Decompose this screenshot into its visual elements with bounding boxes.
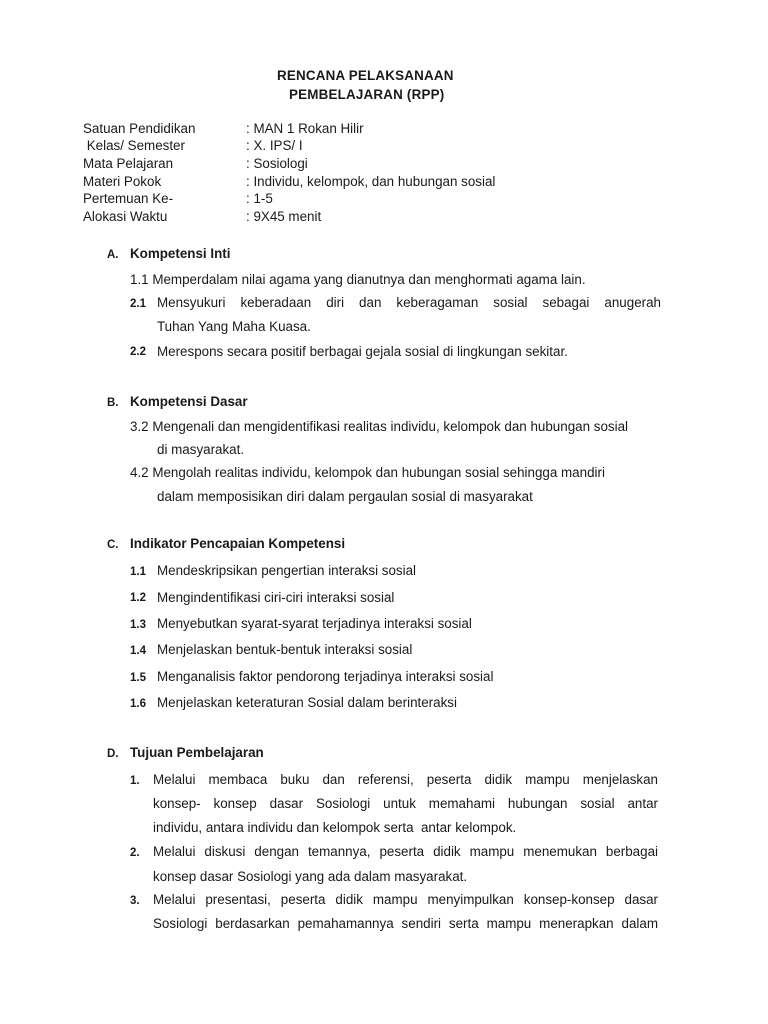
indikator-1-4-number: 1.4 xyxy=(130,645,146,657)
tujuan-1-line-1: Melalui membaca buku dan referensi, peserta didik mampu menjelaskan xyxy=(153,772,658,787)
indikator-1-1-number: 1.1 xyxy=(130,566,146,578)
kompetensi-dasar-3-2-line-1: 3.2 Mengenali dan mengidentifikasi realitas individu, kelompok dan hubungan sosial xyxy=(130,419,629,434)
indikator-1-2-number: 1.2 xyxy=(130,592,146,604)
indikator-1-1: Mendeskripsikan pengertian interaksi sosial xyxy=(157,563,417,578)
document-title-line-2: PEMBELAJARAN (RPP) xyxy=(289,87,445,102)
tujuan-3-line-2: Sosiologi berdasarkan pemahamannya sendiri serta mampu menerapkan dalam xyxy=(153,916,658,931)
section-a-heading: Kompetensi Inti xyxy=(130,246,231,261)
meta-value-pertemuan: : 1-5 xyxy=(246,191,273,206)
indikator-1-4: Menjelaskan bentuk-bentuk interaksi sosial xyxy=(157,642,413,657)
kompetensi-inti-2-2-number: 2.2 xyxy=(130,346,146,358)
section-c-letter: C. xyxy=(107,539,119,551)
section-d-heading: Tujuan Pembelajaran xyxy=(130,745,264,760)
kompetensi-inti-2-1-line-2: Tuhan Yang Maha Kuasa. xyxy=(157,319,311,334)
indikator-1-2: Mengindentifikasi ciri-ciri interaksi sosial xyxy=(157,590,395,605)
kompetensi-dasar-4-2-line-2: dalam memposisikan diri dalam pergaulan sosial di masyarakat xyxy=(157,489,533,504)
tujuan-2-line-2: konsep dasar Sosiologi yang ada dalam masyarakat. xyxy=(153,869,468,884)
meta-label-satuan: Satuan Pendidikan xyxy=(83,121,196,136)
indikator-1-3: Menyebutkan syarat-syarat terjadinya interaksi sosial xyxy=(157,616,472,631)
kompetensi-inti-2-2: Merespons secara positif berbagai gejala sosial di lingkungan sekitar. xyxy=(157,344,568,359)
indikator-1-5: Menganalisis faktor pendorong terjadinya interaksi sosial xyxy=(157,669,494,684)
tujuan-1-line-3: individu, antara individu dan kelompok serta antar kelompok. xyxy=(153,820,517,835)
tujuan-2-line-1: Melalui diskusi dengan temannya, peserta didik mampu menemukan berbagai xyxy=(153,844,658,859)
meta-label-mapel: Mata Pelajaran xyxy=(83,156,174,171)
indikator-1-6-number: 1.6 xyxy=(130,698,146,710)
meta-label-pertemuan: Pertemuan Ke- xyxy=(83,191,174,206)
document-title-line-1: RENCANA PELAKSANAAN xyxy=(277,68,454,83)
kompetensi-dasar-4-2-line-1: 4.2 Mengolah realitas individu, kelompok dan hubungan sosial sehingga mandiri xyxy=(130,465,605,480)
indikator-1-6: Menjelaskan keteraturan Sosial dalam berinteraksi xyxy=(157,695,457,710)
meta-value-mapel: : Sosiologi xyxy=(246,156,308,171)
indikator-1-5-number: 1.5 xyxy=(130,672,146,684)
section-b-letter: B. xyxy=(107,397,119,409)
section-b-heading: Kompetensi Dasar xyxy=(130,394,248,409)
indikator-1-3-number: 1.3 xyxy=(130,619,146,631)
kompetensi-dasar-3-2-line-2: di masyarakat. xyxy=(157,442,245,457)
meta-label-alokasi: Alokasi Waktu xyxy=(83,209,168,224)
tujuan-1-line-2: konsep- konsep dasar Sosiologi untuk memahami hubungan sosial antar xyxy=(153,796,658,811)
tujuan-3-line-1: Melalui presentasi, peserta didik mampu menyimpulkan konsep-konsep dasar xyxy=(153,892,658,907)
tujuan-2-number: 2. xyxy=(130,847,140,859)
meta-value-kelas: : X. IPS/ I xyxy=(246,138,303,153)
meta-value-satuan: : MAN 1 Rokan Hilir xyxy=(246,121,364,136)
kompetensi-inti-2-1-number: 2.1 xyxy=(130,298,146,310)
tujuan-1-number: 1. xyxy=(130,775,140,787)
kompetensi-inti-1-1: 1.1 Memperdalam nilai agama yang dianutnya dan menghormati agama lain. xyxy=(130,272,586,287)
meta-value-alokasi: : 9X45 menit xyxy=(246,209,322,224)
meta-label-kelas: Kelas/ Semester xyxy=(83,138,185,153)
kompetensi-inti-2-1-line-1: Mensyukuri keberadaan diri dan keberagaman sosial sebagai anugerah xyxy=(157,295,661,310)
section-a-letter: A. xyxy=(107,249,119,261)
meta-label-materi: Materi Pokok xyxy=(83,174,162,189)
section-c-heading: Indikator Pencapaian Kompetensi xyxy=(130,536,346,551)
meta-value-materi: : Individu, kelompok, dan hubungan sosial xyxy=(246,174,496,189)
section-d-letter: D. xyxy=(107,748,119,760)
tujuan-3-number: 3. xyxy=(130,895,140,907)
